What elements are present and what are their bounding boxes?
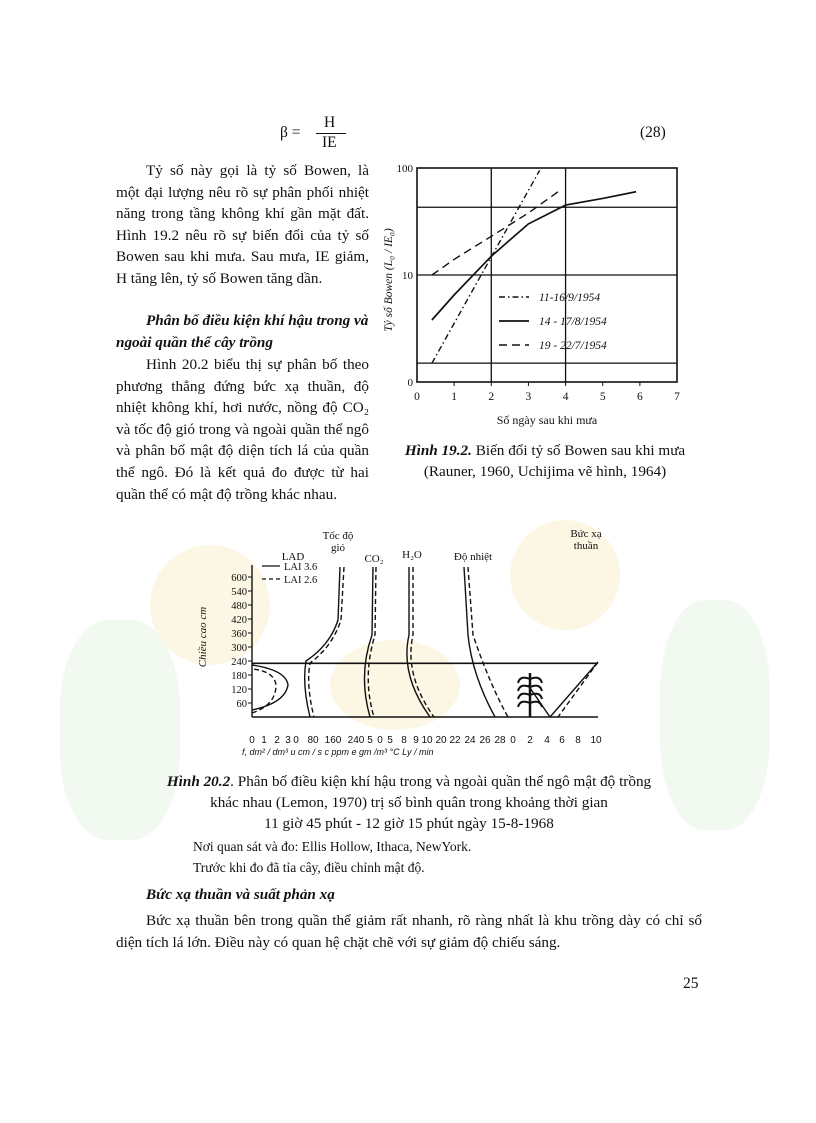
x-tick-label: 1 <box>261 735 267 746</box>
x-tick-label: 1 <box>451 391 458 403</box>
x-tick-label: 6 <box>559 735 565 746</box>
y-tick-label: 180 <box>231 671 247 682</box>
figure-19-2-caption <box>380 440 710 482</box>
profile-curve-4-lai36 <box>407 567 430 717</box>
panel-title: Độ nhiệt <box>453 551 493 563</box>
y-tick-label: 300 <box>231 643 247 654</box>
y-tick-label: 360 <box>231 629 247 640</box>
corn-leaf <box>530 702 542 707</box>
equation <box>280 114 680 154</box>
panel-title-radiation-line2: thuần <box>573 540 599 552</box>
x-tick-label: 7 <box>674 391 680 403</box>
x-tick-label: 4 <box>544 735 550 746</box>
equation-number: (28) <box>640 124 666 141</box>
bowen-intro-paragraph: Tỷ số này gọi là tỷ số Bowen, là một đại lượng nêu rõ sự phân phối nhiệt năng trong tầng không khí gần mặt đất. Hình 19.2 nêu rõ sự biến đổi của tỷ số Bowen sau khi mưa. Sau mưa, IE giảm, H tăng lên, tỷ số Bowen tăng dần. <box>116 162 369 287</box>
figure-20-2-caption-line3: 11 giờ 45 phút - 12 giờ 15 phút ngày 15-8-1968 <box>264 815 554 832</box>
corn-leaf <box>518 686 530 691</box>
figure-20-2-caption-text: . Phân bố điều kiện khí hậu trong và ngoài quần thể ngô mật độ trồng <box>230 773 652 790</box>
y-tick-label: 120 <box>231 685 247 696</box>
y-tick-label: 600 <box>231 573 247 584</box>
x-tick-label: 5 <box>387 735 393 746</box>
x-tick-label: 22 <box>449 735 461 746</box>
x-tick-label: 28 <box>494 735 506 746</box>
legend-label-1: 11-16/9/1954 <box>539 292 601 304</box>
fig19-plot <box>382 163 680 427</box>
equation-lhs: β = <box>280 124 301 141</box>
profile-curve-4-lai26 <box>411 567 434 717</box>
figure-19-2-caption-line2: (Rauner, 1960, Uchijima vẽ hình, 1964) <box>423 463 667 480</box>
x-tick-label: 5 <box>599 391 606 403</box>
panel-title-radiation-line1: Bức xạ <box>570 528 602 540</box>
y-tick-label: 10 <box>402 270 413 282</box>
profile-curve-6-lai26 <box>558 662 598 717</box>
x-tick-label: 10 <box>590 735 602 746</box>
x-tick-label: 0 <box>249 735 255 746</box>
y-tick-label: 240 <box>231 657 247 668</box>
equation-numerator: H <box>324 114 336 131</box>
legend-label-3: 19 - 22/7/1954 <box>539 340 607 352</box>
panel-title: H₂O <box>402 549 422 561</box>
corn-plant-icon <box>518 673 542 717</box>
y-tick-label: 540 <box>231 587 247 598</box>
x-axis-label: Số ngày sau khi mưa <box>496 413 598 427</box>
x-tick-label: 5 <box>367 735 373 746</box>
y-axis-label: Tỷ số Bowen (L₀ / IE₀) <box>383 228 395 332</box>
x-tick-label: 0 <box>293 735 299 746</box>
x-tick-label: 8 <box>401 735 407 746</box>
x-tick-label: 80 <box>307 735 319 746</box>
section2-body: Bức xạ thuần bên trong quần thể giảm rất nhanh, rõ ràng nhất là khu trồng dày có chỉ số diện tích lá lớn. Điều này có quan hệ chặt chẽ với sự giảm độ chiếu sáng. <box>116 912 702 951</box>
section1-heading: Phân bố điều kiện khí hậu trong và ngoài quần thể cây trồng <box>116 312 369 351</box>
x-tick-label: 3 <box>525 391 532 403</box>
x-tick-label: 26 <box>479 735 491 746</box>
x-tick-label: 0 <box>510 735 516 746</box>
x-tick-label: 4 <box>562 391 569 403</box>
section1-body: Hình 20.2 biểu thị sự phân bố theo phương thẳng đứng bức xạ thuần, độ nhiệt không khí, hơi nước, nồng độ CO₂ và tốc độ gió trong và ngoài quần thể ngô và phân bố mật độ diện tích lá của quần thể ngô. Đó là kết quả đo được từ hai quần thể có mật độ trồng khác nhau. <box>116 356 369 503</box>
figure-20-2-label: Hình 20.2 <box>166 773 231 790</box>
panel-title: CO₂ <box>364 553 384 565</box>
x-tick-label: 2 <box>527 735 533 746</box>
figure-20-2-note-2: Trước khi đo đã tỉa cây, điều chỉnh mật độ. <box>193 860 425 875</box>
x-tick-label: 24 <box>464 735 476 746</box>
figure-19-2-caption-text: Biến đổi tỷ số Bowen sau khi mưa <box>471 442 686 459</box>
x-tick-label: 240 <box>347 735 365 746</box>
x-tick-label: 9 <box>413 735 419 746</box>
profile-curve-1-lai36 <box>252 665 288 710</box>
corn-leaf <box>518 694 530 699</box>
legend-label-1: LAI 3.6 <box>284 562 318 573</box>
figure-20-2-caption <box>116 771 702 834</box>
y-tick-label: 0 <box>407 377 413 389</box>
x-tick-label: 0 <box>377 735 383 746</box>
series-line-3 <box>432 192 558 275</box>
panel-title: LAD <box>281 551 305 563</box>
panel-title-wind-line1: Tốc độ <box>322 530 354 542</box>
x-tick-label: 8 <box>575 735 581 746</box>
x-tick-label: 160 <box>324 735 342 746</box>
corn-leaf <box>518 702 530 707</box>
figure-20-2-caption-line2: khác nhau (Lemon, 1970) trị số bình quân trong khoảng thời gian <box>210 794 608 811</box>
profile-curve-5-lai36 <box>464 567 495 717</box>
x-tick-label: 0 <box>414 391 420 403</box>
x-tick-label: 2 <box>274 735 280 746</box>
x-tick-label: 6 <box>636 391 643 403</box>
figure-19-2-chart <box>372 160 712 440</box>
y-tick-label: 420 <box>231 615 247 626</box>
page-number: 25 <box>683 975 699 992</box>
figure-20-2-note-1: Nơi quan sát và đo: Ellis Hollow, Ithaca, NewYork. <box>193 839 472 854</box>
legend-label-2: LAI 2.6 <box>284 575 318 586</box>
corn-leaf <box>518 678 530 683</box>
profile-curve-5-lai26 <box>468 567 508 717</box>
figure-20-2-chart <box>190 525 630 763</box>
figure-19-2-label: Hình 19.2. <box>404 442 472 459</box>
x-tick-label: 20 <box>435 735 447 746</box>
profile-curve-radiation-lower <box>528 685 550 717</box>
panel-title-wind-line2: gió <box>330 542 346 554</box>
y-tick-label: 480 <box>231 601 247 612</box>
series-line-2 <box>432 192 636 320</box>
equation-denominator: IE <box>322 134 337 151</box>
corn-leaf <box>530 678 542 683</box>
x-tick-label: 10 <box>421 735 433 746</box>
y-tick-label: 100 <box>396 163 413 175</box>
x-tick-label: 2 <box>488 391 495 403</box>
units-label: f, dm² / dm³ u cm / s c ppm e gm /m³ °C Ly / min <box>242 747 434 757</box>
section2-heading: Bức xạ thuần và suất phản xạ <box>146 886 335 903</box>
fig20-plot <box>197 528 602 757</box>
y-axis-label: Chiều cao cm <box>197 606 209 668</box>
profile-curve-6-lai36 <box>550 662 598 717</box>
x-tick-label: 3 <box>285 735 291 746</box>
series-line-1 <box>432 170 540 363</box>
legend-label-2: 14 - 17/8/1954 <box>539 316 607 328</box>
y-tick-label: 60 <box>236 699 247 710</box>
